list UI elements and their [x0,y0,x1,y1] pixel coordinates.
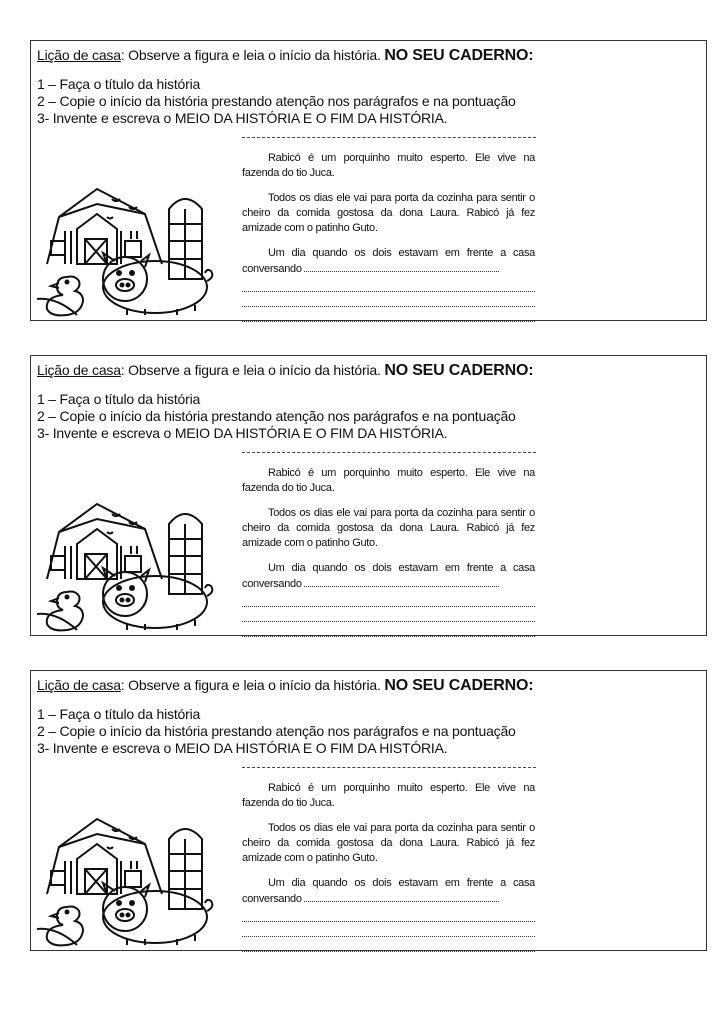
lesson-label: Lição de casa [37,362,121,378]
story-text [242,781,535,952]
lesson-label: Lição de casa [37,47,121,63]
title-line [242,452,536,453]
story-paragraph: Todos os dias ele vai para porta da cozinha para sentir o cheiro da comida gostosa da dona Laura. Rabicó já fez amizade com o patinho Guto. [242,192,535,234]
task-list [37,76,516,127]
task-item: 1 – Faça o título da história [37,76,201,92]
colon: : [528,47,534,64]
task-item: 2 – Copie o início da história prestando atenção nos parágrafos e na pontuação [37,93,516,109]
story-paragraph [242,876,535,907]
writing-line [242,307,535,322]
story-paragraph [242,561,535,592]
task-item: 3- Invente e escreva o MEIO DA HISTÓRIA E O FIM DA HISTÓRIA. [37,425,448,441]
writing-line [242,922,535,937]
notebook-emphasis: NO SEU CADERNO [384,362,529,379]
card-title [37,47,533,65]
story-start: Um dia quando os dois estavam em frente a casa conversando [242,877,535,905]
farm-illustration-icon [37,169,217,317]
task-item: 1 – Faça o título da história [37,391,201,407]
homework-card [30,670,707,951]
story-start: Um dia quando os dois estavam em frente a casa conversando [242,562,535,590]
card-title [37,677,533,695]
story-paragraph: Todos os dias ele vai para porta da cozinha para sentir o cheiro da comida gostosa da dona Laura. Rabicó já fez amizade com o patinho Guto. [242,507,535,549]
story-text [242,151,535,322]
writing-line [242,292,535,307]
writing-line [242,607,535,622]
notebook-emphasis: NO SEU CADERNO [384,677,529,694]
writing-line [242,592,535,607]
farm-illustration-icon [37,484,217,632]
farm-illustration-icon [37,799,217,947]
story-paragraph: Rabicó é um porquinho muito esperto. Ele vive na fazenda do tio Juca. [242,782,535,809]
story-paragraph: Rabicó é um porquinho muito esperto. Ele vive na fazenda do tio Juca. [242,152,535,179]
homework-card [30,355,707,636]
notebook-emphasis: NO SEU CADERNO [384,47,529,64]
story-paragraph: Todos os dias ele vai para porta da cozinha para sentir o cheiro da comida gostosa da dona Laura. Rabicó já fez amizade com o patinho Guto. [242,822,535,864]
story-start: Um dia quando os dois estavam em frente a casa conversando [242,247,535,275]
instruction: : Observe a figura e leia o início da história. [120,47,385,63]
instruction: : Observe a figura e leia o início da história. [120,677,385,693]
title-line [242,137,536,138]
task-list [37,706,516,757]
writing-line [242,622,535,637]
task-item: 2 – Copie o início da história prestando atenção nos parágrafos e na pontuação [37,408,516,424]
writing-line [242,937,535,952]
story-paragraph [242,246,535,277]
colon: : [528,677,534,694]
card-title [37,362,533,380]
colon: : [528,362,534,379]
task-list [37,391,516,442]
instruction: : Observe a figura e leia o início da história. [120,362,385,378]
writing-line [304,576,499,587]
writing-line [242,907,535,922]
task-item: 2 – Copie o início da história prestando atenção nos parágrafos e na pontuação [37,723,516,739]
writing-line [242,277,535,292]
story-text [242,466,535,637]
task-item: 3- Invente e escreva o MEIO DA HISTÓRIA E O FIM DA HISTÓRIA. [37,110,448,126]
task-item: 1 – Faça o título da história [37,706,201,722]
homework-card [30,40,707,321]
story-paragraph: Rabicó é um porquinho muito esperto. Ele vive na fazenda do tio Juca. [242,467,535,494]
writing-line [304,891,499,902]
task-item: 3- Invente e escreva o MEIO DA HISTÓRIA E O FIM DA HISTÓRIA. [37,740,448,756]
writing-line [304,261,499,272]
title-line [242,767,536,768]
lesson-label: Lição de casa [37,677,121,693]
